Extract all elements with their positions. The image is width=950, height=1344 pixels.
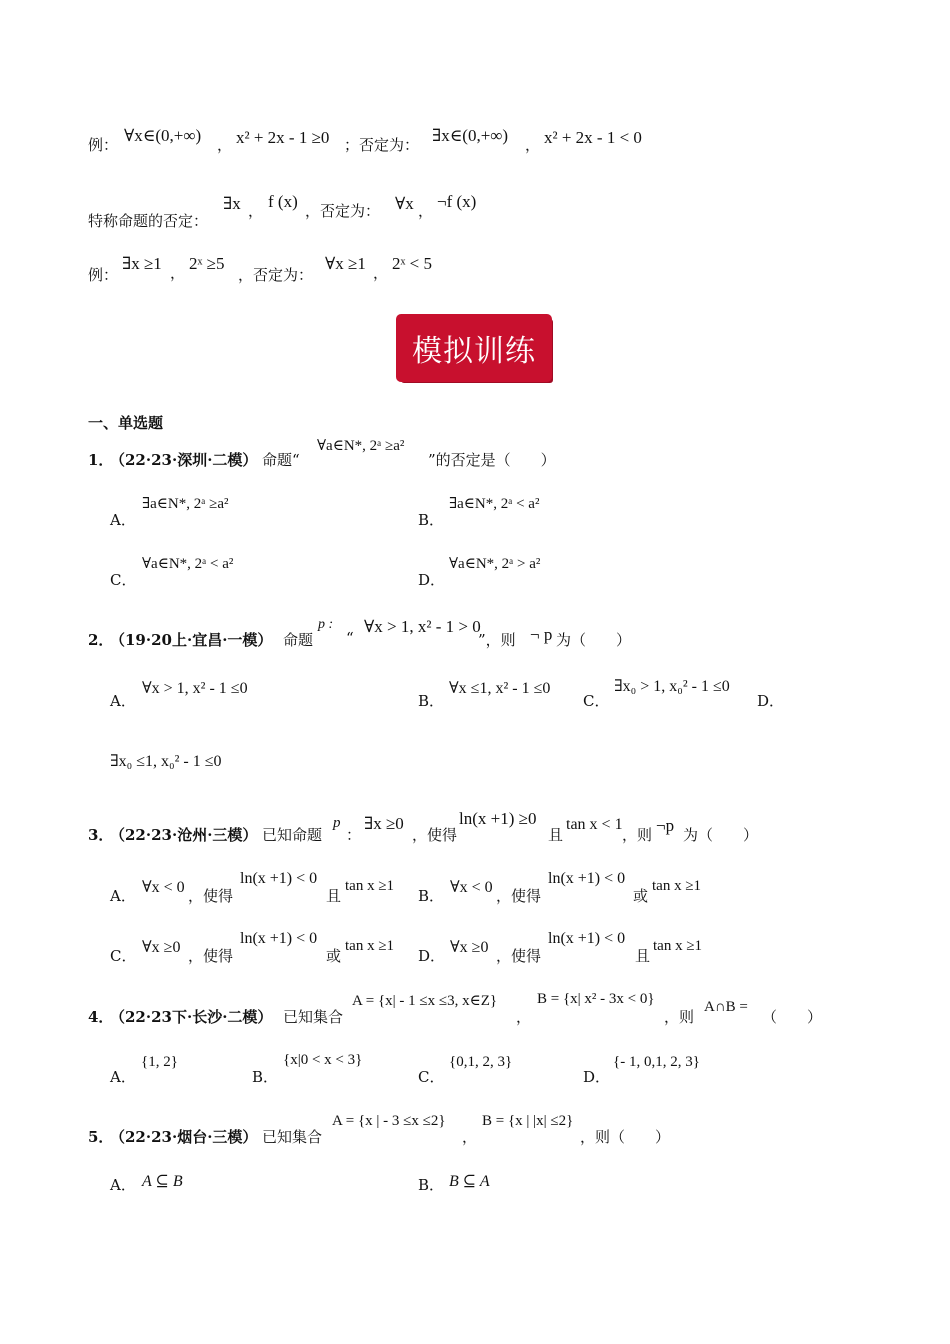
intro-ex1-math3: ∃x∈(0,+∞)	[432, 126, 509, 145]
q3-option-a-m3: tan x ≥1	[345, 878, 395, 894]
intro-ex2-math3: ∀x ≥1	[325, 254, 366, 273]
q2-option-d-math: ∃x₀ ≤1, x₀² - 1 ≤0	[110, 753, 222, 770]
q2-math: ∀x > 1, x² - 1 > 0	[364, 617, 481, 636]
q3-and: 且	[548, 826, 564, 844]
q3-math2: ln(x +1) ≥0	[459, 809, 537, 828]
q3-source: （22·23·沧州·三模）	[110, 826, 258, 844]
intro-ex1-math4: x² + 2x - 1 < 0	[544, 128, 642, 147]
q4-option-a-label: A．	[110, 1068, 136, 1086]
q4-number: 4．	[88, 1008, 114, 1026]
q3-text-b: ，使得	[412, 826, 458, 844]
intro-ex2-comma: ，	[170, 264, 186, 282]
intro-spec-math2: f (x)	[268, 192, 298, 211]
q1-number: 1．	[88, 451, 114, 469]
intro-ex1-sep: ；否定为：	[344, 136, 420, 154]
q4-option-d-math: {- 1, 0,1, 2, 3}	[613, 1054, 700, 1070]
q2-option-c-math: ∃x₀ > 1, x₀² - 1 ≤0	[614, 678, 730, 695]
q4-option-c-label: C．	[418, 1068, 445, 1086]
intro-spec-math1: ∃x	[223, 194, 241, 213]
q3-math3: tan x < 1	[566, 816, 623, 833]
q3-option-c-t1: ，使得	[188, 947, 234, 965]
q3-option-a-m1: ∀x < 0	[142, 879, 185, 896]
q2-option-c-label: C．	[583, 692, 610, 710]
q5-text-b: ，则（ ）	[580, 1128, 671, 1146]
section-banner-text: 模拟训练	[412, 334, 536, 369]
q3-option-d-m1: ∀x ≥0	[450, 939, 489, 956]
q3-option-d-t2: 且	[635, 947, 651, 965]
q5-math2: B = {x | |x| ≤2}	[482, 1113, 574, 1129]
q5-source: （22·23·烟台·三模）	[110, 1128, 258, 1146]
q2-negp: ¬ p	[530, 625, 553, 644]
q1-option-c-math: ∀a∈N*, 2ᵃ < a²	[142, 556, 234, 572]
q3-option-b-m3: tan x ≥1	[652, 878, 702, 894]
q5-comma: ，	[462, 1128, 478, 1146]
q4-text-c: （ ）	[762, 1008, 823, 1026]
q5-option-a-math: A ⊆ B	[142, 1173, 183, 1190]
q3-option-b-m1: ∀x < 0	[450, 879, 493, 896]
q1-text-b: ”的否定是（ ）	[428, 451, 556, 469]
intro-spec-sep: ，否定为：	[305, 202, 381, 220]
section-title: 一、单选题	[88, 414, 164, 432]
q3-option-c-t2: 或	[326, 947, 342, 965]
intro-ex1-label: 例：	[88, 136, 119, 154]
q3-number: 3．	[88, 826, 114, 844]
intro-spec-label: 特称命题的否定：	[88, 212, 209, 230]
q3-text-c: ，则	[622, 826, 653, 844]
q3-negp: ¬p	[656, 816, 675, 835]
q2-quote-open: “	[346, 629, 354, 647]
q3-colon: ：	[346, 826, 362, 844]
q2-source: （19·20上·宜昌·一模）	[110, 631, 273, 649]
q3-option-b-label: B．	[418, 887, 445, 905]
q4-source: （22·23下·长沙·二模）	[110, 1008, 273, 1026]
q2-option-b-label: B．	[418, 692, 445, 710]
q5-option-b-math: B ⊆ A	[449, 1173, 490, 1190]
q3-option-d-m3: tan x ≥1	[653, 938, 703, 954]
q5-option-b-label: B．	[418, 1176, 445, 1194]
q2-text-c: 为（ ）	[556, 631, 632, 649]
q1-option-d-math: ∀a∈N*, 2ᵃ > a²	[449, 556, 541, 572]
intro-ex2-label: 例：	[88, 266, 119, 284]
intro-spec-math3: ∀x	[395, 194, 414, 213]
intro-ex2-sep: ，否定为：	[238, 266, 314, 284]
q3-option-a-label: A．	[110, 887, 136, 905]
intro-ex2-comma2: ，	[373, 264, 389, 282]
intro-spec-comma: ，	[248, 202, 264, 220]
q1-option-d-label: D．	[418, 571, 446, 589]
intro-spec-math4: ¬f (x)	[437, 192, 477, 211]
q3-option-d-m2: ln(x +1) < 0	[548, 930, 626, 947]
q3-option-c-m2: ln(x +1) < 0	[240, 930, 318, 947]
q2-text-a: 命题	[283, 631, 314, 649]
intro-ex1-math1: ∀x∈(0,+∞)	[124, 126, 202, 145]
intro-ex2-math2: 2ˣ ≥5	[189, 254, 225, 273]
q4-comma: ，	[516, 1008, 532, 1026]
q1-option-b-label: B．	[418, 511, 445, 529]
q1-option-a-label: A．	[110, 511, 136, 529]
q3-option-b-m2: ln(x +1) < 0	[548, 870, 626, 887]
q3-option-c-label: C．	[110, 947, 137, 965]
q1-option-c-label: C．	[110, 571, 137, 589]
q4-option-a-math: {1, 2}	[141, 1054, 178, 1070]
intro-ex2-math1: ∃x ≥1	[122, 254, 162, 273]
intro-ex1-comma2: ，	[525, 136, 541, 154]
q4-option-b-math: {x|0 < x < 3}	[283, 1052, 363, 1068]
q3-p: p	[333, 815, 341, 831]
q3-option-b-t1: ，使得	[496, 887, 542, 905]
q5-math1: A = {x | - 3 ≤x ≤2}	[332, 1113, 446, 1129]
q1-text-a: 命题“	[262, 451, 300, 469]
q4-math2: B = {x| x² - 3x < 0}	[537, 991, 655, 1007]
q3-option-a-m2: ln(x +1) < 0	[240, 870, 318, 887]
section-banner	[398, 316, 550, 380]
q3-text-a: 已知命题	[262, 826, 323, 844]
q3-option-c-m1: ∀x ≥0	[142, 939, 181, 956]
q3-math1: ∃x ≥0	[364, 814, 404, 833]
q4-option-c-math: {0,1, 2, 3}	[449, 1054, 513, 1070]
q1-option-a-math: ∃a∈N*, 2ᵃ ≥a²	[142, 496, 229, 512]
intro-ex2-math4: 2ˣ < 5	[392, 254, 433, 273]
q4-option-b-label: B．	[252, 1068, 279, 1086]
q2-option-a-math: ∀x > 1, x² - 1 ≤0	[142, 680, 248, 697]
q1-math: ∀a∈N*, 2ᵃ ≥a²	[317, 438, 405, 454]
q3-option-b-t2: 或	[633, 887, 649, 905]
q5-number: 5．	[88, 1128, 114, 1146]
q2-option-a-label: A．	[110, 692, 136, 710]
q4-math3: A∩B =	[704, 999, 748, 1015]
q3-option-a-t2: 且	[326, 887, 342, 905]
q1-source: （22·23·深圳·二模）	[110, 451, 258, 469]
q2-p: p :	[318, 617, 334, 632]
q5-option-a-label: A．	[110, 1176, 136, 1194]
q3-option-a-t1: ，使得	[188, 887, 234, 905]
q4-option-d-label: D．	[583, 1068, 611, 1086]
q1-option-b-math: ∃a∈N*, 2ᵃ < a²	[449, 496, 540, 512]
q2-number: 2．	[88, 631, 114, 649]
q2-option-d-label: D．	[757, 692, 785, 710]
q3-option-c-m3: tan x ≥1	[345, 938, 395, 954]
q4-text-b: ，则	[664, 1008, 695, 1026]
intro-ex1-math2: x² + 2x - 1 ≥0	[236, 128, 330, 147]
q3-option-d-label: D．	[418, 947, 446, 965]
q4-text-a: 已知集合	[283, 1008, 344, 1026]
q3-option-d-t1: ，使得	[496, 947, 542, 965]
q2-option-b-math: ∀x ≤1, x² - 1 ≤0	[449, 680, 551, 697]
q2-text-b: ”，则	[478, 631, 516, 649]
intro-spec-comma2: ，	[418, 202, 434, 220]
intro-ex1-comma: ，	[217, 136, 233, 154]
q3-text-d: 为（ ）	[683, 826, 759, 844]
q4-math1: A = {x| - 1 ≤x ≤3, x∈Z}	[352, 993, 498, 1009]
q5-text-a: 已知集合	[262, 1128, 323, 1146]
